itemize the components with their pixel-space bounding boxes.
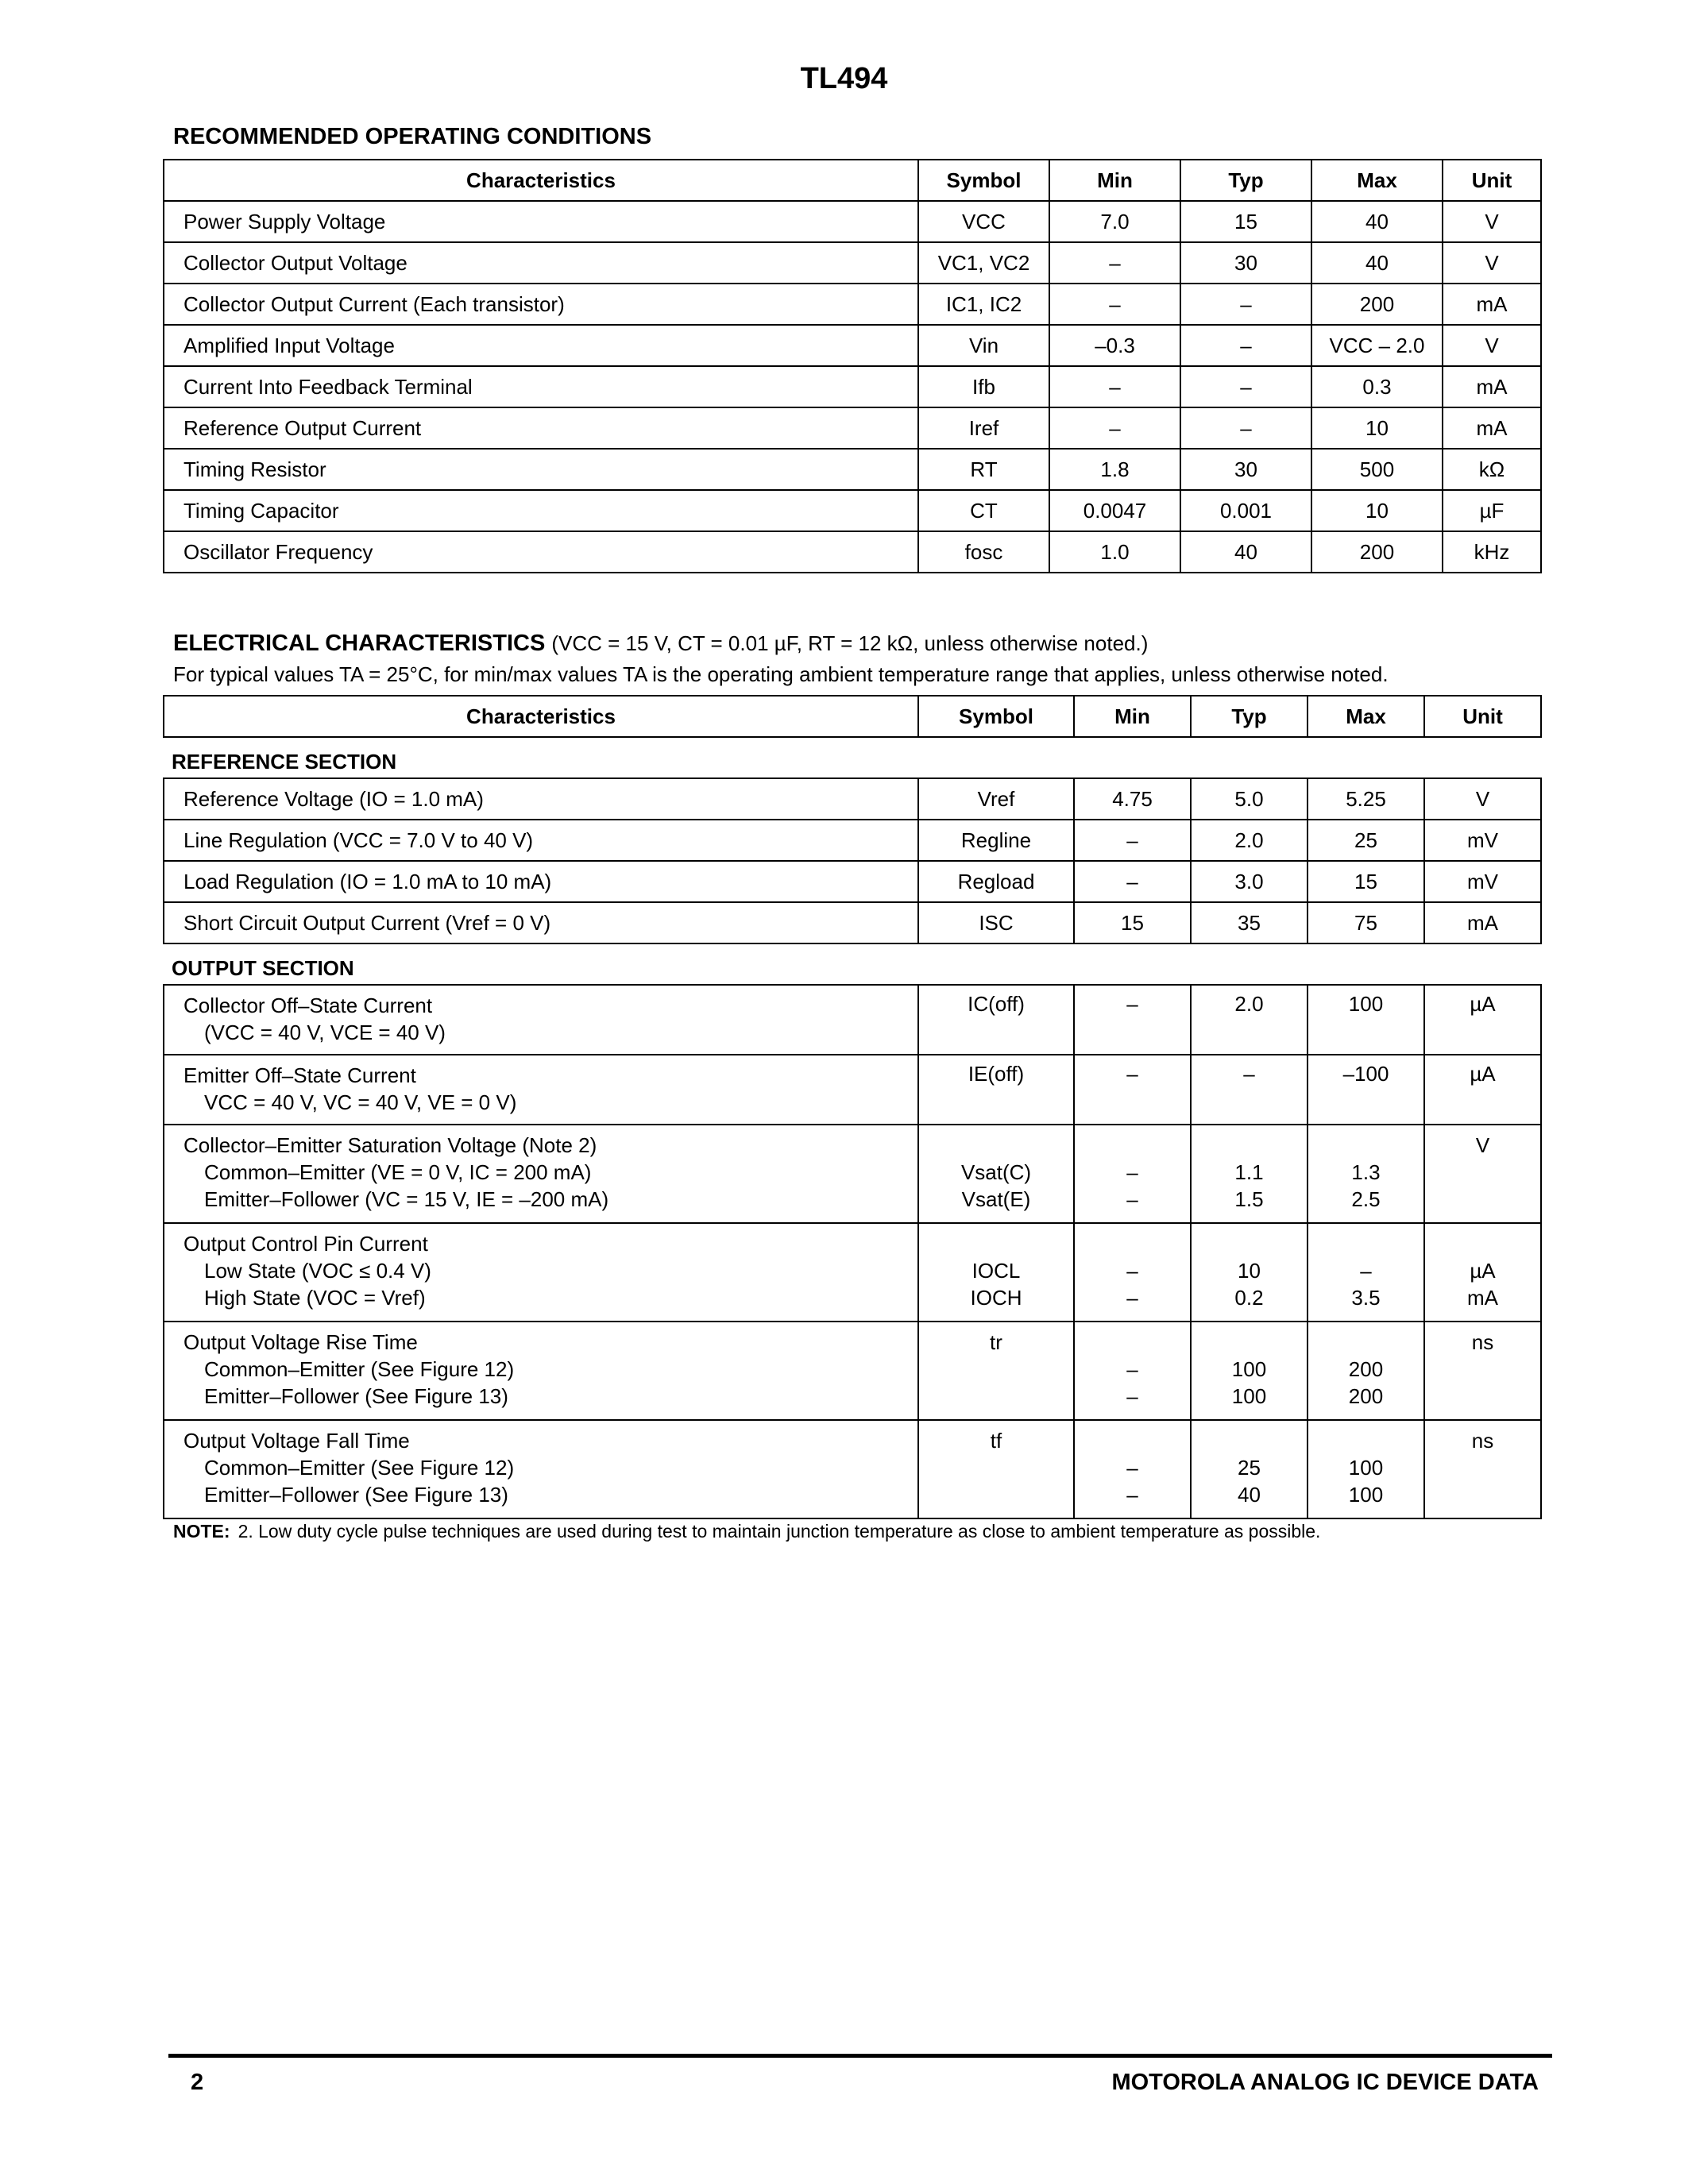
col-symbol: Symbol	[918, 696, 1074, 737]
typ-cell: 2.0	[1191, 985, 1308, 1055]
unit-cell: mA	[1424, 902, 1541, 943]
roc-row	[164, 201, 1541, 242]
reference-row	[164, 820, 1541, 861]
min-line: –	[1126, 1187, 1138, 1211]
max-line: –	[1360, 1259, 1372, 1283]
max-cell: 25	[1308, 820, 1424, 861]
symbol-cell	[918, 1223, 1074, 1322]
char-line: Emitter–Follower (VC = 15 V, IE = –200 mA)	[204, 1187, 609, 1211]
typ-cell: 35	[1191, 902, 1308, 943]
symbol-cell: tf	[918, 1420, 1074, 1518]
typ-line: 1.5	[1234, 1187, 1264, 1211]
typ-cell	[1191, 1322, 1308, 1420]
min-cell: 0.0047	[1049, 490, 1180, 531]
col-unit: Unit	[1424, 696, 1541, 737]
max-line: 3.5	[1351, 1286, 1381, 1310]
typ-cell: 30	[1180, 242, 1311, 284]
unit-cell: V	[1443, 325, 1541, 366]
unit-cell: µA	[1424, 1055, 1541, 1125]
reference-row	[164, 902, 1541, 943]
min-line: –	[1126, 1483, 1138, 1507]
char-cell	[164, 1055, 918, 1125]
unit-cell: mV	[1424, 861, 1541, 902]
unit-cell: kΩ	[1443, 449, 1541, 490]
min-line: –	[1126, 1160, 1138, 1184]
page-title: TL494	[800, 62, 888, 95]
table-row-rise-time	[164, 1322, 1541, 1420]
min-cell: 15	[1074, 902, 1191, 943]
unit-cell: kHz	[1443, 531, 1541, 573]
char-line: Common–Emitter (See Figure 12)	[204, 1357, 515, 1381]
publisher-footer: MOTOROLA ANALOG IC DEVICE DATA	[1111, 2070, 1539, 2095]
char-cell: Power Supply Voltage	[164, 201, 918, 242]
page-number: 2	[191, 2070, 204, 2095]
typ-cell: 2.0	[1191, 820, 1308, 861]
col-symbol: Symbol	[918, 160, 1049, 201]
max-cell: 5.25	[1308, 778, 1424, 820]
typ-line: 0.2	[1234, 1286, 1264, 1310]
char-line: Common–Emitter (VE = 0 V, IC = 200 mA)	[204, 1160, 592, 1184]
min-cell: –	[1074, 1055, 1191, 1125]
symbol-cell: IC(off)	[918, 985, 1074, 1055]
reference-section-title: REFERENCE SECTION	[164, 737, 1541, 778]
roc-row	[164, 490, 1541, 531]
table-row-fall-time	[164, 1420, 1541, 1518]
min-cell: 4.75	[1074, 778, 1191, 820]
min-cell: –	[1049, 242, 1180, 284]
symbol-line: IOCL	[971, 1259, 1021, 1283]
symbol-cell: Ifb	[918, 366, 1049, 407]
ec-conditions: (VCC = 15 V, CT = 0.01 µF, RT = 12 kΩ, unless otherwise noted.)	[551, 631, 1149, 655]
char-line: Collector–Emitter Saturation Voltage (Note 2)	[183, 1133, 597, 1157]
typ-cell: –	[1191, 1055, 1308, 1125]
symbol-cell: VC1, VC2	[918, 242, 1049, 284]
col-characteristics: Characteristics	[164, 696, 918, 737]
min-cell	[1074, 1125, 1191, 1223]
typ-cell: 30	[1180, 449, 1311, 490]
symbol-cell: ISC	[918, 902, 1074, 943]
roc-row	[164, 449, 1541, 490]
unit-cell: V	[1424, 778, 1541, 820]
max-cell: 0.3	[1311, 366, 1443, 407]
min-cell: –	[1074, 861, 1191, 902]
max-cell: 10	[1311, 407, 1443, 449]
char-line: Collector Off–State Current	[183, 994, 433, 1017]
min-cell: 7.0	[1049, 201, 1180, 242]
char-cell: Load Regulation (IO = 1.0 mA to 10 mA)	[164, 861, 918, 902]
typ-cell	[1191, 1125, 1308, 1223]
unit-cell: µA	[1424, 985, 1541, 1055]
max-line: 200	[1348, 1384, 1384, 1408]
unit-cell: V	[1424, 1125, 1541, 1223]
unit-cell: mA	[1443, 407, 1541, 449]
min-cell: 1.0	[1049, 531, 1180, 573]
unit-cell: ns	[1424, 1420, 1541, 1518]
char-cell	[164, 985, 918, 1055]
unit-cell: mA	[1443, 284, 1541, 325]
symbol-line: Vsat(E)	[961, 1187, 1031, 1211]
typ-cell	[1191, 1420, 1308, 1518]
min-cell: –	[1049, 366, 1180, 407]
symbol-cell: fosc	[918, 531, 1049, 573]
table-row-output-control	[164, 1223, 1541, 1322]
roc-row	[164, 284, 1541, 325]
char-cell	[164, 1125, 918, 1223]
typ-cell: 40	[1180, 531, 1311, 573]
typ-line: 25	[1238, 1456, 1261, 1480]
typ-cell: 15	[1180, 201, 1311, 242]
char-cell: Current Into Feedback Terminal	[164, 366, 918, 407]
roc-row	[164, 366, 1541, 407]
symbol-cell: CT	[918, 490, 1049, 531]
min-cell: –	[1049, 407, 1180, 449]
max-cell: 15	[1308, 861, 1424, 902]
min-cell: –	[1049, 284, 1180, 325]
ec-heading-line	[173, 631, 1148, 657]
roc-row	[164, 407, 1541, 449]
table-row-vsat	[164, 1125, 1541, 1223]
unit-line: mA	[1467, 1286, 1498, 1310]
max-cell: 75	[1308, 902, 1424, 943]
unit-cell: V	[1443, 201, 1541, 242]
symbol-cell: IE(off)	[918, 1055, 1074, 1125]
symbol-cell: Regload	[918, 861, 1074, 902]
col-characteristics: Characteristics	[164, 160, 918, 201]
reference-section-header	[164, 737, 1541, 778]
max-line: 100	[1348, 1456, 1384, 1480]
typ-cell: 3.0	[1191, 861, 1308, 902]
roc-row	[164, 325, 1541, 366]
col-min: Min	[1074, 696, 1191, 737]
char-line: Emitter Off–State Current	[183, 1063, 416, 1087]
char-cell	[164, 1322, 918, 1420]
char-cell: Line Regulation (VCC = 7.0 V to 40 V)	[164, 820, 918, 861]
unit-cell: V	[1443, 242, 1541, 284]
max-cell: 100	[1308, 985, 1424, 1055]
char-cell: Timing Resistor	[164, 449, 918, 490]
symbol-cell: IC1, IC2	[918, 284, 1049, 325]
char-line: Output Control Pin Current	[183, 1232, 428, 1256]
min-cell: –	[1074, 820, 1191, 861]
typ-line: 1.1	[1234, 1160, 1264, 1184]
typ-line: 100	[1231, 1384, 1267, 1408]
min-cell: –	[1074, 985, 1191, 1055]
min-line: –	[1126, 1357, 1138, 1381]
unit-cell: mA	[1443, 366, 1541, 407]
min-line: –	[1126, 1456, 1138, 1480]
char-line: High State (VOC = Vref)	[204, 1286, 426, 1310]
output-section-title: OUTPUT SECTION	[164, 943, 1541, 985]
max-line: 200	[1348, 1357, 1384, 1381]
unit-line: µA	[1470, 1259, 1496, 1283]
char-line: Output Voltage Rise Time	[183, 1330, 418, 1354]
min-line: –	[1126, 1286, 1138, 1310]
col-max: Max	[1308, 696, 1424, 737]
max-cell: 500	[1311, 449, 1443, 490]
roc-table	[163, 159, 1542, 573]
min-cell	[1074, 1322, 1191, 1420]
table-row-collector-off	[164, 985, 1541, 1055]
typ-cell: –	[1180, 284, 1311, 325]
roc-row	[164, 531, 1541, 573]
roc-heading: RECOMMENDED OPERATING CONDITIONS	[173, 124, 652, 149]
symbol-cell: Iref	[918, 407, 1049, 449]
typ-line: 40	[1238, 1483, 1261, 1507]
col-typ: Typ	[1180, 160, 1311, 201]
symbol-line: Vsat(C)	[960, 1160, 1032, 1184]
output-section-header	[164, 943, 1541, 985]
symbol-cell: RT	[918, 449, 1049, 490]
unit-cell	[1424, 1223, 1541, 1322]
ec-header-row	[164, 696, 1541, 737]
char-cell: Collector Output Voltage	[164, 242, 918, 284]
symbol-cell: Regline	[918, 820, 1074, 861]
char-line: Emitter–Follower (See Figure 13)	[204, 1483, 508, 1507]
max-cell: 10	[1311, 490, 1443, 531]
typ-cell: 0.001	[1180, 490, 1311, 531]
col-max: Max	[1311, 160, 1443, 201]
col-unit: Unit	[1443, 160, 1541, 201]
min-line: –	[1126, 1384, 1138, 1408]
char-line: VCC = 40 V, VC = 40 V, VE = 0 V)	[204, 1090, 517, 1114]
min-cell: –0.3	[1049, 325, 1180, 366]
min-cell	[1074, 1420, 1191, 1518]
max-cell: VCC – 2.0	[1311, 325, 1443, 366]
reference-row	[164, 861, 1541, 902]
max-line: 1.3	[1351, 1160, 1381, 1184]
symbol-cell: Vref	[918, 778, 1074, 820]
max-cell: 200	[1311, 284, 1443, 325]
char-cell: Timing Capacitor	[164, 490, 918, 531]
col-min: Min	[1049, 160, 1180, 201]
char-cell: Reference Voltage (IO = 1.0 mA)	[164, 778, 918, 820]
char-line: Low State (VOC ≤ 0.4 V)	[204, 1259, 431, 1283]
max-cell	[1308, 1420, 1424, 1518]
char-cell: Amplified Input Voltage	[164, 325, 918, 366]
min-cell	[1074, 1223, 1191, 1322]
max-cell	[1308, 1125, 1424, 1223]
ec-heading: ELECTRICAL CHARACTERISTICS	[173, 631, 546, 656]
footnote	[173, 1521, 1320, 1542]
col-typ: Typ	[1191, 696, 1308, 737]
min-cell: 1.8	[1049, 449, 1180, 490]
typ-line: 10	[1238, 1259, 1261, 1283]
max-cell: 40	[1311, 242, 1443, 284]
unit-cell: ns	[1424, 1322, 1541, 1420]
reference-row	[164, 778, 1541, 820]
symbol-cell	[918, 1125, 1074, 1223]
roc-header-row	[164, 160, 1541, 201]
ec-table	[163, 695, 1542, 1519]
typ-cell: –	[1180, 325, 1311, 366]
max-line: 100	[1348, 1483, 1384, 1507]
symbol-cell: VCC	[918, 201, 1049, 242]
char-cell	[164, 1420, 918, 1518]
symbol-cell: tr	[918, 1322, 1074, 1420]
roc-row	[164, 242, 1541, 284]
symbol-cell: Vin	[918, 325, 1049, 366]
typ-cell: 5.0	[1191, 778, 1308, 820]
ec-subline: For typical values TA = 25°C, for min/max values TA is the operating ambient temperature range that applies, unless otherwise noted.	[173, 662, 1389, 686]
char-line: Emitter–Follower (See Figure 13)	[204, 1384, 508, 1408]
max-cell: 200	[1311, 531, 1443, 573]
typ-cell: –	[1180, 366, 1311, 407]
note-text: 2. Low duty cycle pulse techniques are used during test to maintain junction temperature as close to ambient temperature as possible.	[238, 1521, 1321, 1542]
typ-line: 100	[1231, 1357, 1267, 1381]
max-cell: 40	[1311, 201, 1443, 242]
footer-divider	[168, 2054, 1552, 2058]
char-cell: Collector Output Current (Each transistor)	[164, 284, 918, 325]
char-cell: Oscillator Frequency	[164, 531, 918, 573]
char-line: Output Voltage Fall Time	[183, 1429, 410, 1453]
char-line: (VCC = 40 V, VCE = 40 V)	[204, 1021, 446, 1044]
symbol-line: IOCH	[970, 1286, 1022, 1310]
char-line: Common–Emitter (See Figure 12)	[204, 1456, 515, 1480]
table-row-emitter-off	[164, 1055, 1541, 1125]
typ-cell	[1191, 1223, 1308, 1322]
char-cell: Reference Output Current	[164, 407, 918, 449]
max-cell: –100	[1308, 1055, 1424, 1125]
max-cell	[1308, 1322, 1424, 1420]
max-line: 2.5	[1351, 1187, 1381, 1211]
char-cell: Short Circuit Output Current (Vref = 0 V)	[164, 902, 918, 943]
char-cell	[164, 1223, 918, 1322]
unit-cell: µF	[1443, 490, 1541, 531]
typ-cell: –	[1180, 407, 1311, 449]
max-cell	[1308, 1223, 1424, 1322]
unit-cell: mV	[1424, 820, 1541, 861]
min-line: –	[1126, 1259, 1138, 1283]
note-label: NOTE:	[173, 1521, 230, 1542]
